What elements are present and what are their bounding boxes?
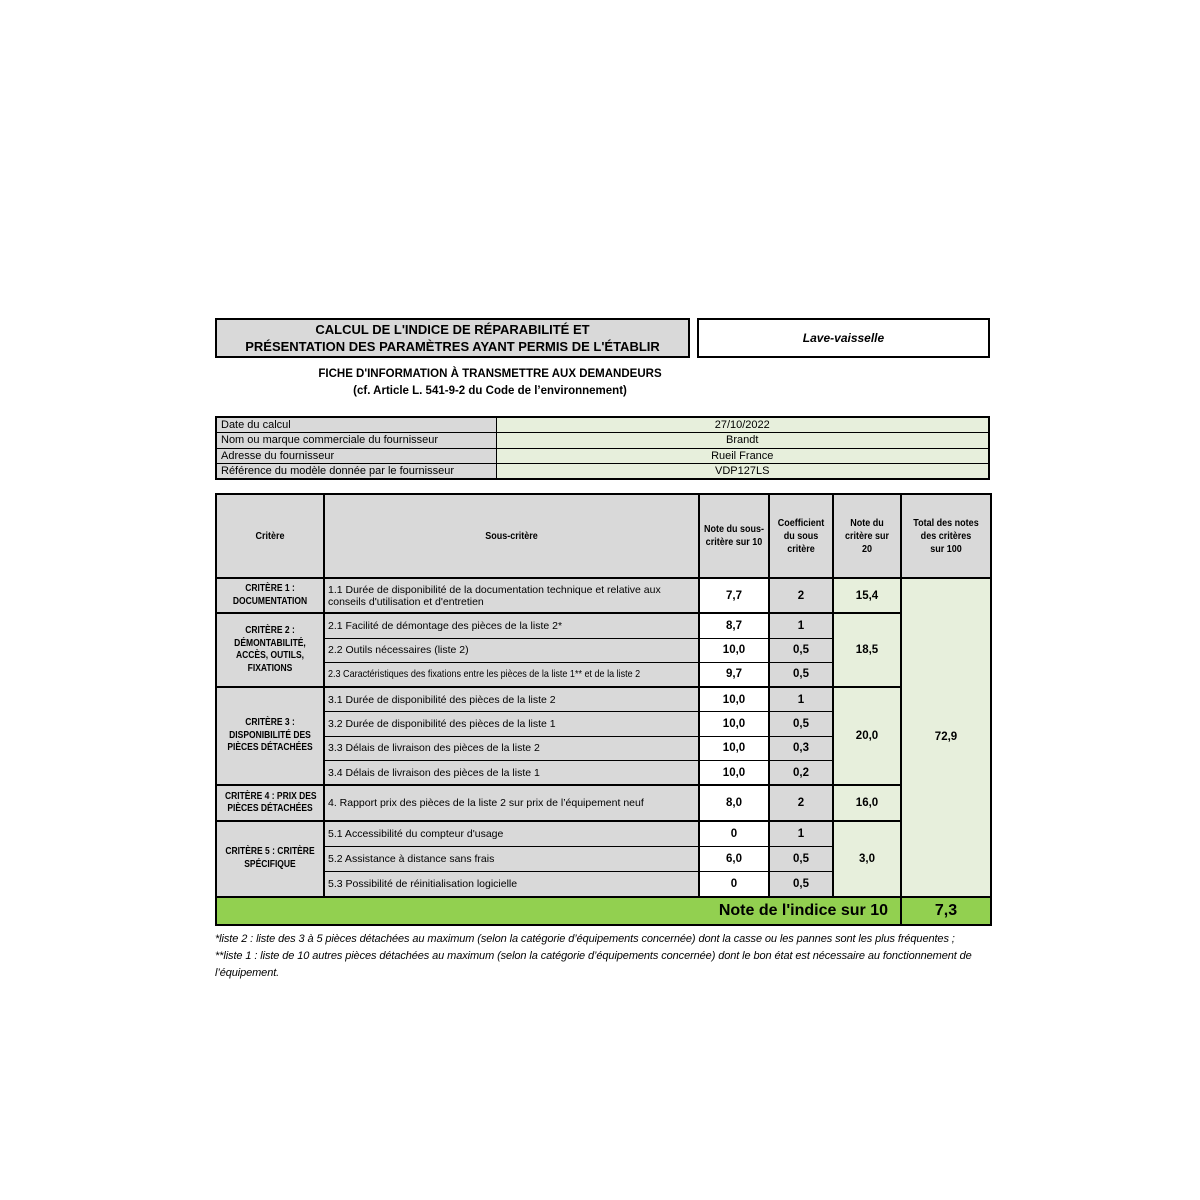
- document-title-box: [215, 318, 690, 358]
- info-value: Rueil France: [496, 448, 989, 464]
- sub-criterion-label: 2.3 Caractéristiques des fixations entre les pièces de la liste 1** et de la liste 2: [324, 662, 699, 687]
- criterion-score-20: 16,0: [833, 785, 901, 821]
- supplier-info-table: [215, 416, 990, 480]
- sub-criterion-label: 5.1 Accessibilité du compteur d'usage: [324, 821, 699, 846]
- sub-criterion-label: 4. Rapport prix des pièces de la liste 2 sur prix de l’équipement neuf: [324, 785, 699, 821]
- footnote-liste1: **liste 1 : liste de 10 autres pièces détachées au maximum (selon la catégorie d’équipements concernée) dont le bon état est nécessaire au fonctionnement de l’équipement.: [215, 950, 972, 979]
- sub-criterion-note10: 10,0: [699, 638, 769, 662]
- criteria-table: [215, 493, 992, 926]
- sub-criterion-label: 2.1 Facilité de démontage des pièces de la liste 2*: [324, 613, 699, 638]
- sub-criterion-coefficient: 2: [769, 578, 833, 613]
- col-header-note-critere-20: Note du critère sur 20: [833, 494, 901, 578]
- criterion-score-20: 3,0: [833, 821, 901, 897]
- criterion-row: [216, 687, 991, 712]
- criterion-name-cell: CRITÈRE 5 : CRITÈRE SPÉCIFIQUE: [216, 821, 324, 897]
- sub-criterion-note10: 9,7: [699, 662, 769, 687]
- document-subtitle: [215, 366, 765, 400]
- sub-criterion-label: 3.1 Durée de disponibilité des pièces de la liste 2: [324, 687, 699, 712]
- sub-criterion-coefficient: 0,5: [769, 872, 833, 897]
- document-title-line1: CALCUL DE L'INDICE DE RÉPARABILITÉ ET: [315, 322, 590, 337]
- criterion-score-20: 18,5: [833, 613, 901, 687]
- info-row: [216, 433, 989, 449]
- criterion-row: [216, 613, 991, 638]
- criterion-name-cell: CRITÈRE 2 : DÉMONTABILITÉ, ACCÈS, OUTILS, FIXATIONS: [216, 613, 324, 687]
- info-row: [216, 448, 989, 464]
- criterion-name-cell: CRITÈRE 1 : DOCUMENTATION: [216, 578, 324, 613]
- sub-criterion-label: 5.3 Possibilité de réinitialisation logicielle: [324, 872, 699, 897]
- footnotes: [215, 931, 993, 982]
- col-header-coefficient: Coefficient du sous critère: [769, 494, 833, 578]
- info-value: Brandt: [496, 433, 989, 449]
- sub-criterion-label: 3.3 Délais de livraison des pièces de la liste 2: [324, 736, 699, 761]
- sub-criterion-coefficient: 0,5: [769, 846, 833, 871]
- criterion-name-cell: CRITÈRE 4 : PRIX DES PIÈCES DÉTACHÉES: [216, 785, 324, 821]
- info-label: Référence du modèle donnée par le fournisseur: [216, 464, 496, 480]
- col-header-sous-critere: Sous-critère: [324, 494, 699, 578]
- footnote-liste2: *liste 2 : liste des 3 à 5 pièces détachées au maximum (selon la catégorie d’équipements concernée) dont la casse ou les pannes sont les plus fréquentes ;: [215, 933, 955, 945]
- sub-criterion-coefficient: 2: [769, 785, 833, 821]
- sub-criterion-coefficient: 1: [769, 821, 833, 846]
- sub-criterion-coefficient: 0,5: [769, 638, 833, 662]
- info-label: Date du calcul: [216, 417, 496, 433]
- document-title-line2: PRÉSENTATION DES PARAMÈTRES AYANT PERMIS DE L'ÉTABLIR: [245, 339, 660, 354]
- sub-criterion-note10: 10,0: [699, 761, 769, 786]
- sub-criterion-label: 3.4 Délais de livraison des pièces de la liste 1: [324, 761, 699, 786]
- criterion-score-20: 20,0: [833, 687, 901, 785]
- info-row: [216, 464, 989, 480]
- sub-criterion-note10: 8,7: [699, 613, 769, 638]
- sub-criterion-note10: 10,0: [699, 687, 769, 712]
- sub-criterion-label: 1.1 Durée de disponibilité de la documentation technique et relative aux conseils d'utilisation et d'entretien: [324, 578, 699, 613]
- criterion-name-cell: CRITÈRE 3 : DISPONIBILITÉ DES PIÈCES DÉTACHÉES: [216, 687, 324, 785]
- sub-criterion-note10: 0: [699, 821, 769, 846]
- sub-criterion-note10: 0: [699, 872, 769, 897]
- sub-criterion-coefficient: 0,5: [769, 712, 833, 737]
- criteria-table-header-row: [216, 494, 991, 578]
- index-score-label: Note de l'indice sur 10: [216, 897, 901, 925]
- sub-criterion-note10: 10,0: [699, 712, 769, 737]
- sub-criterion-coefficient: 0,2: [769, 761, 833, 786]
- criterion-row: [216, 785, 991, 821]
- product-category-box: [697, 318, 990, 358]
- sub-criterion-note10: 7,7: [699, 578, 769, 613]
- index-score-value: 7,3: [901, 897, 991, 925]
- criterion-score-20: 15,4: [833, 578, 901, 613]
- info-label: Adresse du fournisseur: [216, 448, 496, 464]
- sub-criterion-coefficient: 0,3: [769, 736, 833, 761]
- sub-criterion-label: 2.2 Outils nécessaires (liste 2): [324, 638, 699, 662]
- sub-criterion-label: 5.2 Assistance à distance sans frais: [324, 846, 699, 871]
- info-label: Nom ou marque commerciale du fournisseur: [216, 433, 496, 449]
- col-header-note-sous-critere: Note du sous- critère sur 10: [699, 494, 769, 578]
- sub-criterion-coefficient: 1: [769, 613, 833, 638]
- info-row: [216, 417, 989, 433]
- subtitle-line2: (cf. Article L. 541-9-2 du Code de l’environnement): [353, 385, 627, 397]
- sub-criterion-note10: 10,0: [699, 736, 769, 761]
- subtitle-line1: FICHE D'INFORMATION À TRANSMETTRE AUX DEMANDEURS: [318, 368, 662, 380]
- total-score-100: 72,9: [901, 578, 991, 897]
- col-header-total-100: Total des notes des critères sur 100: [901, 494, 991, 578]
- sub-criterion-note10: 8,0: [699, 785, 769, 821]
- index-score-row: [216, 897, 991, 925]
- sub-criterion-coefficient: 1: [769, 687, 833, 712]
- col-header-critere: Critère: [216, 494, 324, 578]
- sub-criterion-coefficient: 0,5: [769, 662, 833, 687]
- info-value: VDP127LS: [496, 464, 989, 480]
- sub-criterion-label: 3.2 Durée de disponibilité des pièces de la liste 1: [324, 712, 699, 737]
- sub-criterion-note10: 6,0: [699, 846, 769, 871]
- criterion-row: [216, 578, 991, 613]
- criterion-row: [216, 821, 991, 846]
- info-value: 27/10/2022: [496, 417, 989, 433]
- product-category-label: Lave-vaisselle: [802, 331, 885, 345]
